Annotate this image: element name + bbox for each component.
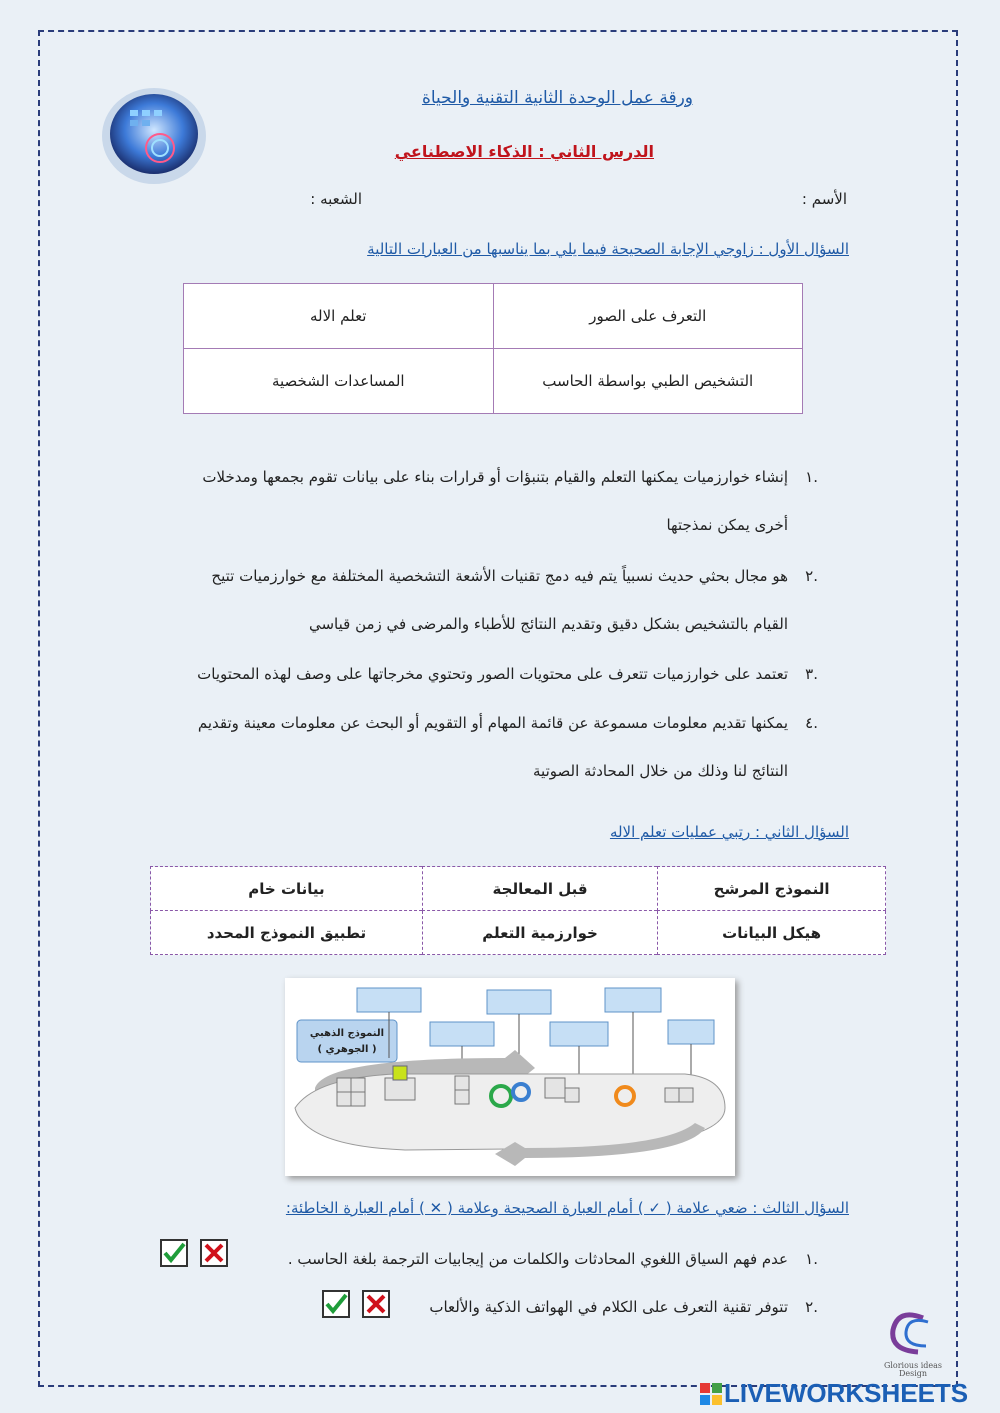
brand-text: LIVEWORKSHEETS (724, 1378, 969, 1408)
item-number: .١ (805, 468, 818, 486)
q3-item-1-true-checkbox[interactable] (160, 1239, 188, 1267)
item-text: تعتمد على خوارزميات تتعرف على محتويات الصور وتحتوي مخرجاتها على وصف لهذه المحتويات (197, 665, 788, 683)
question3-heading: السؤال الثالث : ضعي علامة ( ✓ ) أمام العبارة الصحيحة وعلامة ( ✕ ) أمام العبارة الخاطئة: (285, 1199, 849, 1217)
item-number: .٢ (805, 1298, 818, 1316)
lesson-title: الدرس الثاني : الذكاء الاصطناعي (394, 142, 654, 161)
item-number: .٢ (805, 567, 818, 585)
drop-box-4 (430, 1022, 494, 1046)
ml-process-diagram (285, 978, 735, 1176)
drop-box-6 (668, 1020, 714, 1044)
header-image (100, 86, 208, 186)
q1-item-4 (148, 710, 818, 784)
question2-steps-table (150, 866, 886, 955)
q1-item-1 (148, 464, 818, 538)
item-number: .٤ (805, 714, 818, 732)
q3-item-2-false-checkbox[interactable] (362, 1290, 390, 1318)
liveworksheets-logo-icon (700, 1381, 724, 1407)
step-apply-model[interactable]: تطبيق النموذج المحدد (151, 911, 423, 955)
question1-options-table (183, 283, 803, 414)
item-number: .١ (805, 1250, 818, 1268)
step-learning-algorithm[interactable]: خوارزمية التعلم (422, 911, 657, 955)
item-text: إنشاء خوارزميات يمكنها التعلم والقيام بتنبؤات أو قرارات بناء على بيانات تقوم بجمعها ومدخلات (202, 468, 788, 486)
item-text: هو مجال بحثي حديث نسبياً يتم فيه دمج تقنيات الأشعة التشخصية المختلفة مع خوارزميات تتيح (211, 567, 788, 585)
check-icon (162, 1241, 186, 1265)
drop-box-3 (605, 988, 661, 1012)
q1-item-2 (148, 563, 818, 637)
step-raw-data[interactable]: بيانات خام (151, 867, 423, 911)
option-medical-diagnosis[interactable]: التشخيص الطبي بواسطة الحاسب (493, 349, 803, 414)
question2-heading: السؤال الثاني : رتبي عمليات تعلم الاله (609, 823, 849, 841)
liveworksheets-brand[interactable] (700, 1378, 968, 1409)
item-text-cont: النتائج لنا وذلك من خلال المحادثة الصوتية (533, 762, 788, 780)
q3-item-2-true-checkbox[interactable] (322, 1290, 350, 1318)
item-text: عدم فهم السياق اللغوي المحادثات والكلمات من إيجابيات الترجمة بلغة الحاسب . (287, 1250, 788, 1268)
worksheet-title: ورقة عمل الوحدة الثانية التقنية والحياة (421, 88, 693, 108)
drop-box-2 (487, 990, 551, 1014)
page-border (38, 30, 958, 1387)
designer-logo-icon (878, 1308, 948, 1358)
q3-item-1 (287, 1250, 818, 1268)
item-text-cont: القيام بالتشخيص بشكل دقيق وتقديم النتائج للأطباء والمرضى في زمن قياسي (308, 615, 788, 633)
designer-logo (878, 1308, 948, 1376)
item-text: تتوفر تقنية التعرف على الكلام في الهواتف الذكية والألعاب (429, 1298, 788, 1316)
gold-model-label-1: النموذج الذهبي (309, 1028, 385, 1039)
designer-text: Glorious ideas Design (883, 1361, 943, 1378)
q3-item-2 (429, 1298, 818, 1316)
name-label: الأسم : (801, 190, 847, 208)
q3-item-1-false-checkbox[interactable] (200, 1239, 228, 1267)
section-label: الشعبه : (310, 190, 362, 208)
option-personal-assistants[interactable]: المساعدات الشخصية (184, 349, 494, 414)
cross-icon (364, 1292, 388, 1316)
item-text-cont: أخرى يمكن نمذجتها (666, 516, 788, 534)
step-data-structure[interactable]: هيكل البيانات (658, 911, 886, 955)
option-machine-learning[interactable]: تعلم الاله (184, 284, 494, 349)
ml-diagram-svg (285, 978, 735, 1176)
q1-item-3 (148, 661, 818, 687)
step-preprocessing[interactable]: قبل المعالجة (422, 867, 657, 911)
check-icon (324, 1292, 348, 1316)
item-text: يمكنها تقديم معلومات مسموعة عن قائمة المهام أو التقويم أو البحث عن معلومات معينة وتقديم (197, 714, 788, 732)
cross-icon (202, 1241, 226, 1265)
option-image-recognition[interactable]: التعرف على الصور (493, 284, 803, 349)
drop-box-1 (357, 988, 421, 1012)
step-candidate-model[interactable]: النموذج المرشح (658, 867, 886, 911)
gold-model-label-2: ( الجوهري ) (317, 1044, 377, 1055)
drop-box-5 (550, 1022, 608, 1046)
question1-heading: السؤال الأول : زاوجي الإجابة الصحيحة فيما يلي بما يناسبها من العبارات التالية (367, 240, 849, 258)
item-number: .٣ (805, 665, 818, 683)
